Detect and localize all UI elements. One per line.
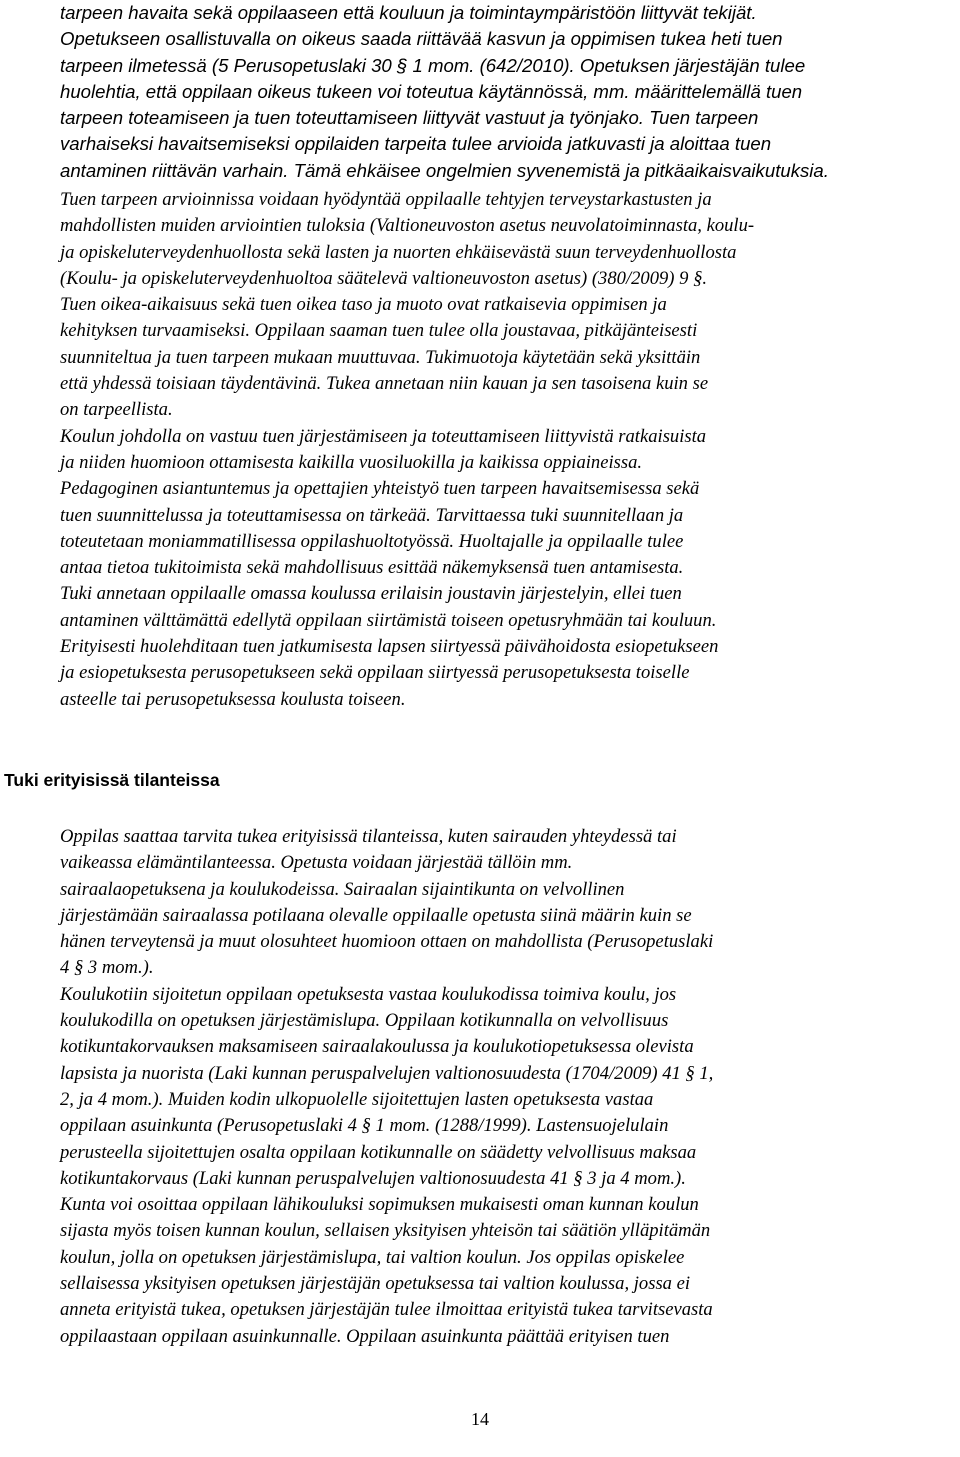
text-line: tarpeen ilmetessä (5 Perusopetuslaki 30 § 1 mom. (642/2010). Opetuksen järjestäjän tulee <box>60 54 806 76</box>
text-line: sairaalaopetuksena ja koulukodeissa. Sairaalan sijaintikunta on velvollinen <box>60 878 625 900</box>
text-line: perusteella sijoitettujen osalta oppilaan kotikunnalle on säädetty velvollisuus maksaa <box>60 1141 697 1163</box>
text-line: Opetukseen osallistuvalla on oikeus saada riittävää kasvun ja oppimisen tukea heti tuen <box>60 28 783 50</box>
text-line: järjestämään sairaalassa potilaana olevalle oppilaalle opetusta siinä määrin kuin se <box>60 904 692 926</box>
text-line: Tuen oikea-aikaisuus sekä tuen oikea taso ja muoto ovat ratkaisevia oppimisen ja <box>60 294 667 316</box>
text-line: suunniteltua ja tuen tarpeen mukaan muuttuvaa. Tukimuotoja käytetään sekä yksittäin <box>60 346 701 368</box>
section-paragraph <box>60 824 902 1350</box>
text-line: Tuen tarpeen arvioinnissa voidaan hyödyntää oppilaalle tehtyjen terveystarkastusten ja <box>60 189 712 210</box>
text-line: ja niiden huomioon ottamisesta kaikilla vuosiluokilla ja kaikissa oppiaineissa. <box>60 451 643 473</box>
text-line: 4 § 3 mom.). <box>60 957 154 979</box>
text-line: kotikuntakorvauksen maksamiseen sairaalakoulussa ja koulukotiopetuksessa olevista <box>60 1036 694 1058</box>
text-line: koulun, jolla on opetuksen järjestämislupa, tai valtion koulun. Jos oppilas opiskelee <box>60 1246 685 1268</box>
text-line: ja opiskeluterveydenhuollosta sekä lasten ja nuorten ehkäisevästä suun terveydenhuollosta <box>60 241 737 263</box>
text-line: että yhdessä toisiaan täydentävinä. Tukea annetaan niin kauan ja sen tasoisena kuin se <box>60 373 709 395</box>
text-line: Kunta voi osoittaa oppilaan lähikouluksi sopimuksen mukaisesti oman kunnan koulun <box>60 1194 699 1216</box>
text-line: Oppilas saattaa tarvita tukea erityisissä tilanteissa, kuten sairauden yhteydessä tai <box>60 826 677 847</box>
text-line: antaminen välttämättä edellytä oppilaan siirtämistä toiseen opetusryhmään tai kouluun. <box>60 609 717 631</box>
text-line: lapsista ja nuorista (Laki kunnan peruspalvelujen valtionosuudesta (1704/2009) 41 § 1, <box>60 1062 714 1084</box>
text-line: sijasta myös toisen kunnan koulun, sellaisen yksityisen yhteisön tai säätiön ylläpitämän <box>60 1220 711 1242</box>
text-line: kehityksen turvaamiseksi. Oppilaan saaman tuen tulee olla joustavaa, pitkäjänteisesti <box>60 320 698 342</box>
text-line: tuen suunnittelussa ja toteuttamisessa on tärkeää. Tarvittaessa tuki suunnitellaan ja <box>60 504 684 526</box>
text-line: Koulukotiin sijoitetun oppilaan opetuksesta vastaa koulukodissa toimiva koulu, jos <box>60 983 677 1005</box>
text-line: mahdollisten muiden arviointien tuloksia (Valtioneuvoston asetus neuvolatoiminnasta, koulu- <box>60 215 755 237</box>
text-line: Tuki annetaan oppilaalle omassa koulussa erilaisin joustavin järjestelyin, ellei tuen <box>60 583 682 605</box>
text-line: oppilaan asuinkunta (Perusopetuslaki 4 § 1 mom. (1288/1999). Lastensuojelulain <box>60 1115 669 1137</box>
text-line: (Koulu- ja opiskeluterveydenhuoltoa säätelevä valtioneuvoston asetus) (380/2009) 9 §. <box>60 267 708 289</box>
page-number: 14 <box>471 1409 489 1429</box>
text-line: varhaiseksi havaitsemiseksi oppilaiden tarpeita tulee arvioida jatkuvasti ja aloittaa tuen <box>60 133 772 155</box>
intro-paragraph <box>60 0 902 184</box>
text-line: ja esiopetuksesta perusopetukseen sekä oppilaan siirtyessä perusopetuksesta toiselle <box>60 662 690 684</box>
text-line: koulukodilla on opetuksen järjestämislupa. Oppilaan kotikunnalla on velvollisuus <box>60 1010 669 1032</box>
text-line: 2, ja 4 mom.). Muiden kodin ulkopuolelle sijoitettujen lasten opetuksesta vastaa <box>60 1088 654 1110</box>
text-line: antaa tietoa tukitoimista sekä mahdollisuus esittää näkemyksensä tuen antamisesta. <box>60 557 684 579</box>
text-line: toteutetaan moniammatillisessa oppilashuoltotyössä. Huoltajalle ja oppilaalle tulee <box>60 530 684 552</box>
text-line: tarpeen toteamiseen ja tuen toteuttamiseen liittyvät vastuut ja työnjako. Tuen tarpeen <box>60 107 759 129</box>
text-line: asteelle tai perusopetuksessa koulusta toiseen. <box>60 688 406 710</box>
body-paragraph <box>60 187 902 713</box>
text-line: Koulun johdolla on vastuu tuen järjestämiseen ja toteuttamiseen liittyvistä ratkaisuista <box>60 425 707 447</box>
section-heading: Tuki erityisissä tilanteissa <box>4 770 220 790</box>
text-line: Erityisesti huolehditaan tuen jatkumisesta lapsen siirtyessä päivähoidosta esiopetukseen <box>60 636 719 658</box>
text-line: sellaisessa yksityisen opetuksen järjestäjän opetuksessa tai valtion koulussa, jossa ei <box>60 1273 691 1295</box>
text-line: antaminen riittävän varhain. Tämä ehkäisee ongelmien syvenemistä ja pitkäaikaisvaikutuksia. <box>60 159 829 181</box>
text-line: tarpeen havaita sekä oppilaaseen että kouluun ja toimintaympäristöön liittyvät tekijät. <box>60 2 757 23</box>
text-line: vaikeassa elämäntilanteessa. Opetusta voidaan järjestää tällöin mm. <box>60 852 573 874</box>
text-line: kotikuntakorvaus (Laki kunnan peruspalvelujen valtionosuudesta 41 § 3 ja 4 mom.). <box>60 1167 686 1189</box>
text-line: oppilaastaan oppilaan asuinkunnalle. Oppilaan asuinkunta päättää erityisen tuen <box>60 1325 670 1347</box>
text-line: anneta erityistä tukea, opetuksen järjestäjän tulee ilmoittaa erityistä tukea tarvitsevasta <box>60 1299 713 1321</box>
text-line: hänen terveytensä ja muut olosuhteet huomioon ottaen on mahdollista (Perusopetuslaki <box>60 931 714 953</box>
text-line: huolehtia, että oppilaan oikeus tukeen voi toteutua käytännössä, mm. määrittelemällä tuen <box>60 80 803 102</box>
text-line: on tarpeellista. <box>60 399 173 421</box>
text-line: Pedagoginen asiantuntemus ja opettajien yhteistyö tuen tarpeen havaitsemisessa sekä <box>60 478 700 500</box>
